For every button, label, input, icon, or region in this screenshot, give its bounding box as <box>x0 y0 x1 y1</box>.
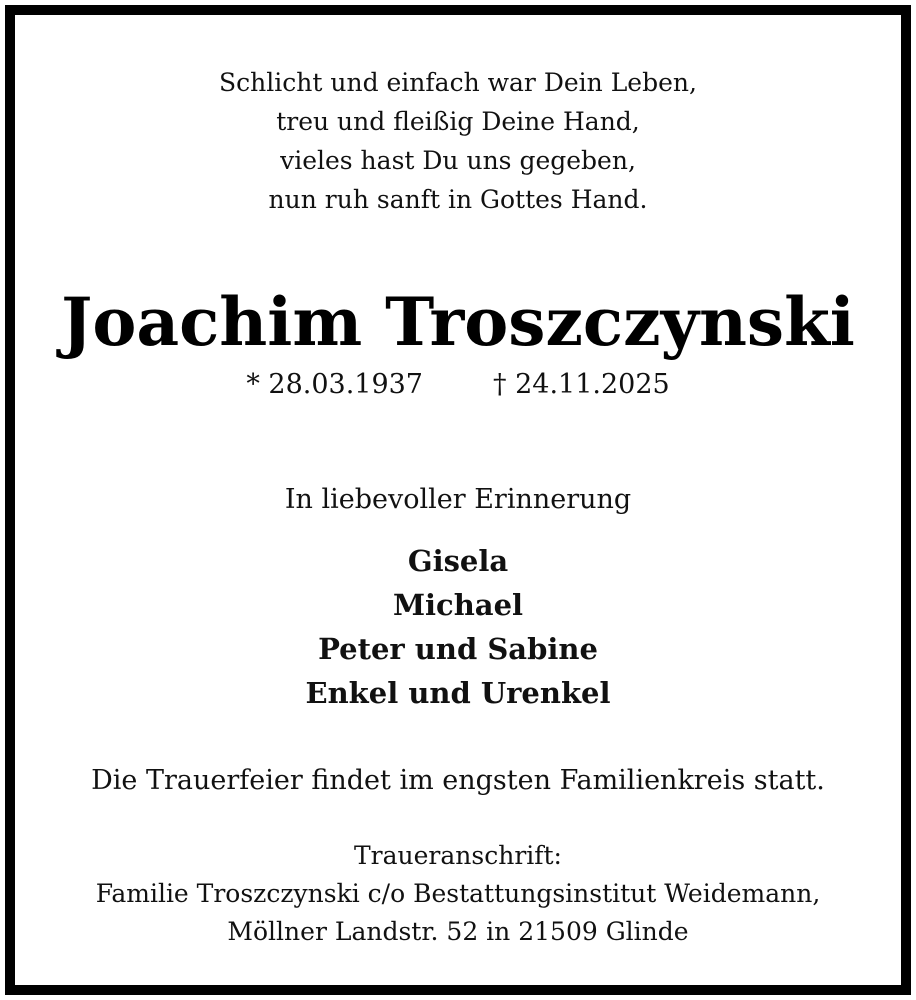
mourner-name: Enkel und Urenkel <box>305 676 611 710</box>
mourner-name: Michael <box>392 588 524 622</box>
poem-line: nun ruh sanft in Gottes Hand. <box>268 185 648 214</box>
mourner-name: Gisela <box>407 544 509 578</box>
death-date: † 24.11.2025 <box>493 369 670 400</box>
mourners-list <box>15 539 901 715</box>
address-heading: Traueranschrift: <box>354 841 562 870</box>
poem-verse <box>15 63 901 219</box>
memory-line: In liebevoller Erinnerung <box>284 484 632 515</box>
poem-line: vieles hast Du uns gegeben, <box>280 146 636 175</box>
poem-line: Schlicht und einfach war Dein Leben, <box>219 68 697 97</box>
deceased-name: Joachim Troszczynski <box>61 283 855 361</box>
address-line: Möllner Landstr. 52 in 21509 Glinde <box>227 917 689 946</box>
birth-date: * 28.03.1937 <box>246 369 423 400</box>
life-dates <box>15 365 901 405</box>
poem-line: treu und fleißig Deine Hand, <box>276 107 640 136</box>
service-note: Die Trauerfeier findet im engsten Familienkreis statt. <box>91 765 825 796</box>
mourner-name: Peter und Sabine <box>318 632 598 666</box>
mourning-address <box>15 837 901 951</box>
obituary-frame <box>5 5 911 995</box>
address-line: Familie Troszczynski c/o Bestattungsinstitut Weidemann, <box>95 879 821 908</box>
